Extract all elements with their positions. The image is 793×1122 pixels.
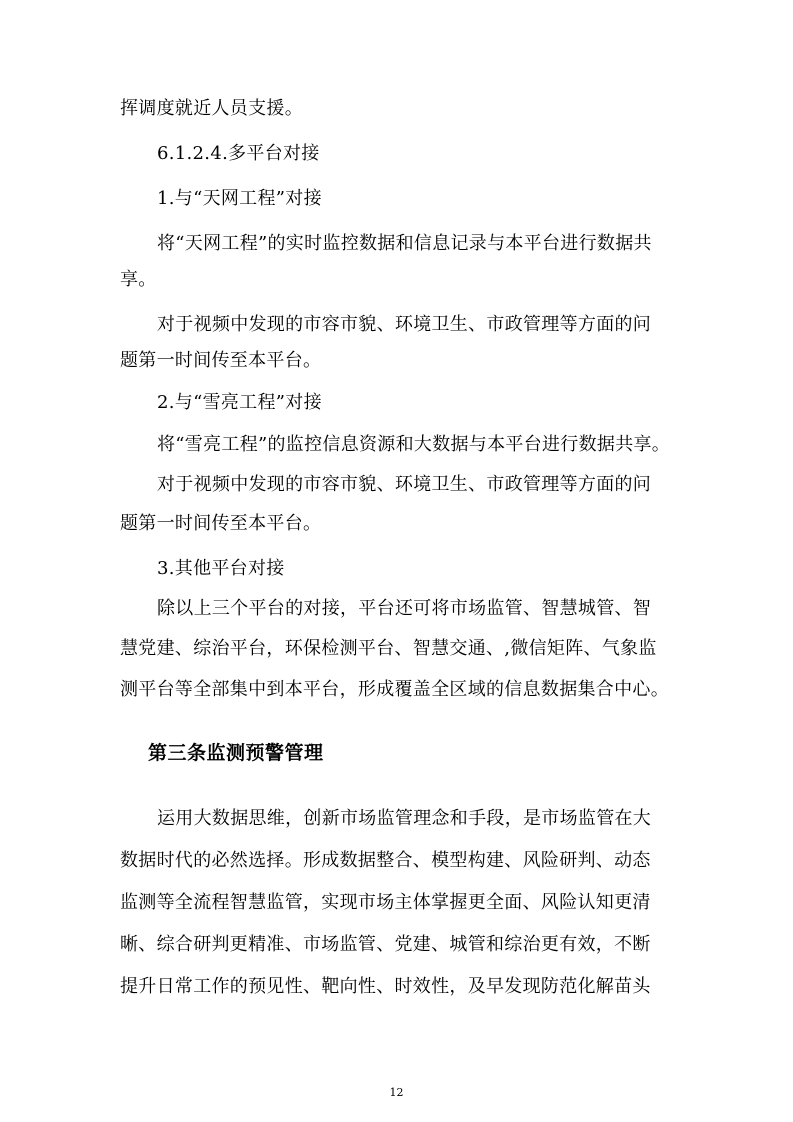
text-line: 将“天网工程”的实时监控数据和信息记录与本平台进行数据共 xyxy=(157,233,652,254)
section-number-6-1-2-4: 6.1.2.4.多平台对接 xyxy=(157,143,320,164)
text-line: 题第一时间传至本平台。 xyxy=(120,350,322,371)
subheading-other-platforms: 3.其他平台对接 xyxy=(157,558,285,579)
text-line: 题第一时间传至本平台。 xyxy=(120,513,322,534)
text-line: 除以上三个平台的对接，平台还可将市场监管、智慧城管、智 xyxy=(157,598,652,619)
text-line: 慧党建、综治平台，环保检测平台、智慧交通、,微信矩阵、气象监 xyxy=(120,638,657,659)
text-line: 对于视频中发现的市容市貌、环境卫生、市政管理等方面的问 xyxy=(157,474,652,495)
text-line: 享。 xyxy=(120,269,157,290)
subheading-tianwang: 1.与“天网工程”对接 xyxy=(157,188,322,209)
text-line: 数据时代的必然选择。形成数据整合、模型构建、风险研判、动态 xyxy=(120,850,651,871)
text-line: 对于视频中发现的市容市貌、环境卫生、市政管理等方面的问 xyxy=(157,314,652,335)
text-line: 挥调度就近人员支援。 xyxy=(120,98,303,119)
page-number: 12 xyxy=(389,1086,404,1099)
text-line: 测平台等全部集中到本平台，形成覆盖全区域的信息数据集合中心。 xyxy=(120,679,669,700)
text-line: 将“雪亮工程”的监控信息资源和大数据与本平台进行数据共享。 xyxy=(157,434,671,455)
text-line: 提升日常工作的预见性、靶向性、时效性，及早发现防范化解苗头 xyxy=(120,976,651,997)
text-line: 晰、综合研判更精准、市场监管、党建、城管和综治更有效，不断 xyxy=(120,934,651,955)
section-heading: 第三条监测预警管理 xyxy=(148,742,324,764)
subheading-xueliang: 2.与“雪亮工程”对接 xyxy=(157,392,322,413)
text-line: 运用大数据思维，创新市场监管理念和手段，是市场监管在大 xyxy=(157,808,652,829)
text-line: 监测等全流程智慧监管，实现市场主体掌握更全面、风险认知更清 xyxy=(120,892,651,913)
